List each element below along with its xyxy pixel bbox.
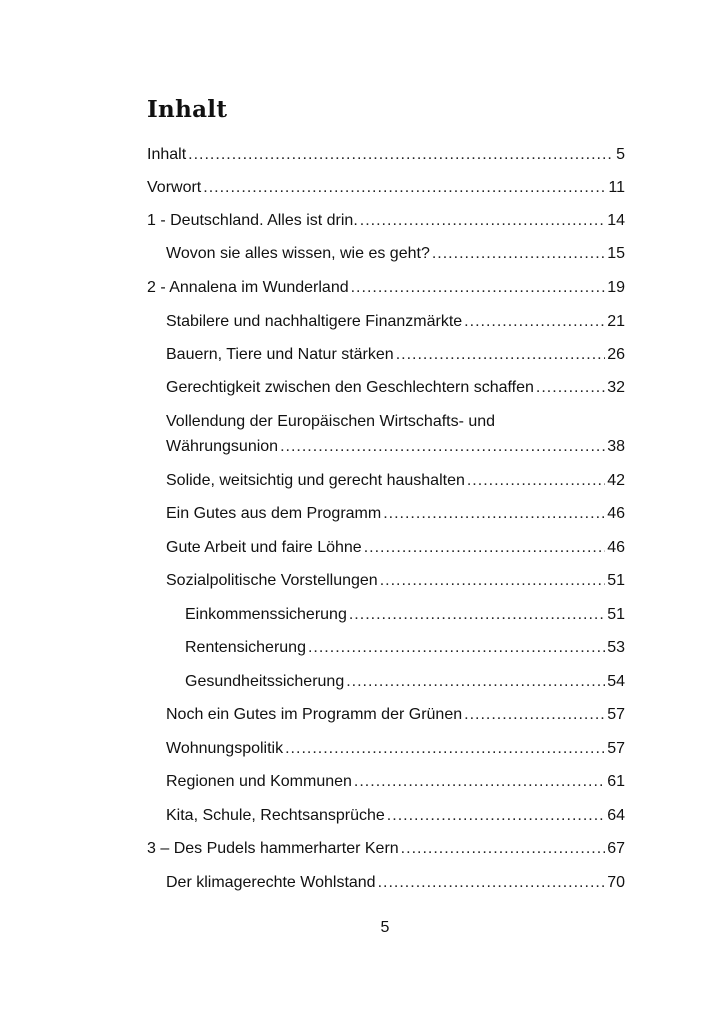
toc-leader-dots [467, 471, 605, 491]
toc-entry-page: 67 [607, 840, 625, 857]
toc-entry[interactable] [185, 672, 625, 692]
toc-entry-title: Stabilere und nachhaltigere Finanzmärkte [166, 313, 463, 330]
toc-entry-title: 2 - Annalena im Wunderland [147, 279, 349, 296]
toc-entry-page: 70 [607, 874, 625, 891]
toc-entry-page: 51 [607, 572, 625, 589]
toc-entry[interactable] [147, 145, 625, 165]
toc-entry-page: 53 [607, 639, 625, 656]
toc-leader-dots [188, 145, 614, 165]
page-heading: Inhalt [147, 96, 228, 123]
toc-entry-title: Wohnungspolitik [166, 740, 284, 757]
toc-entry[interactable] [166, 538, 625, 558]
toc-entry-title: Der klimagerechte Wohlstand [166, 874, 376, 891]
toc-leader-dots [396, 345, 606, 365]
toc-entry-title: Noch ein Gutes im Programm der Grünen [166, 706, 463, 723]
toc-entry-page: 32 [607, 379, 625, 396]
toc-leader-dots [387, 806, 605, 826]
toc-entry-page: 46 [607, 539, 625, 556]
toc-entry-title: 3 – Des Pudels hammerharter Kern [147, 840, 399, 857]
toc-entry[interactable] [147, 278, 625, 298]
toc-entry-page: 46 [607, 505, 625, 522]
toc-leader-dots [401, 839, 606, 859]
toc-entry-title: Sozialpolitische Vorstellungen [166, 572, 378, 589]
toc-leader-dots [364, 538, 606, 558]
toc-entry[interactable] [166, 571, 625, 591]
toc-entry-title: Vorwort [147, 179, 202, 196]
toc-entry-title: 1 - Deutschland. Alles ist drin. [147, 212, 358, 229]
toc-leader-dots [346, 672, 605, 692]
toc-entry-page: 26 [607, 346, 625, 363]
toc-entry[interactable] [166, 705, 625, 725]
toc-entry[interactable] [185, 605, 625, 625]
toc-entry-page: 57 [607, 740, 625, 757]
toc-entry-page: 54 [607, 673, 625, 690]
toc-entry-title-line1[interactable]: Vollendung der Europäischen Wirtschafts- und [166, 413, 496, 430]
toc-leader-dots [380, 571, 606, 591]
page-number: 5 [380, 919, 390, 936]
toc-entry[interactable] [166, 378, 625, 398]
toc-leader-dots [351, 278, 606, 298]
toc-leader-dots [360, 211, 605, 231]
toc-entry-page: 42 [607, 472, 625, 489]
toc-entry[interactable] [147, 178, 625, 198]
toc-entry-page: 51 [607, 606, 625, 623]
toc-entry[interactable] [185, 638, 625, 658]
toc-entry[interactable] [166, 504, 625, 524]
toc-leader-dots [285, 739, 605, 759]
toc-entry-title: Bauern, Tiere und Natur stärken [166, 346, 394, 363]
toc-entry[interactable] [166, 873, 625, 893]
toc-entry-page: 64 [607, 807, 625, 824]
toc-entry[interactable] [166, 312, 625, 332]
toc-leader-dots [354, 772, 605, 792]
toc-entry-page: 61 [607, 773, 625, 790]
toc-entry-title: Inhalt [147, 146, 187, 163]
toc-leader-dots [464, 312, 605, 332]
toc-entry-title: Gesundheitssicherung [185, 673, 345, 690]
toc-entry-title: Solide, weitsichtig und gerecht haushalten [166, 472, 465, 489]
toc-entry-page: 15 [607, 245, 625, 262]
toc-leader-dots [464, 705, 605, 725]
toc-leader-dots [280, 437, 605, 457]
toc-entry-page: 57 [607, 706, 625, 723]
toc-entry[interactable] [166, 471, 625, 491]
toc-leader-dots [308, 638, 605, 658]
toc-entry[interactable] [147, 839, 625, 859]
toc-leader-dots [378, 873, 606, 893]
toc-entry[interactable] [166, 739, 625, 759]
toc-leader-dots [432, 244, 605, 264]
toc-leader-dots [203, 178, 606, 198]
toc-entry-title: Einkommenssicherung [185, 606, 347, 623]
toc-entry[interactable] [166, 437, 625, 457]
toc-leader-dots [349, 605, 605, 625]
toc-entry-title: Kita, Schule, Rechtsansprüche [166, 807, 385, 824]
toc-entry-page: 38 [607, 438, 625, 455]
toc-entry-title: Gute Arbeit und faire Löhne [166, 539, 362, 556]
toc-entry[interactable] [166, 806, 625, 826]
toc-entry[interactable] [166, 772, 625, 792]
toc-entry-page: 14 [607, 212, 625, 229]
toc-entry[interactable] [166, 244, 625, 264]
toc-leader-dots [536, 378, 605, 398]
toc-leader-dots [383, 504, 605, 524]
toc-entry-page: 5 [616, 146, 625, 163]
toc-entry-page: 19 [607, 279, 625, 296]
toc-entry[interactable] [166, 345, 625, 365]
toc-entry-page: 11 [608, 179, 625, 196]
toc-entry-title: Währungsunion [166, 438, 279, 455]
toc-entry[interactable] [147, 211, 625, 231]
toc-entry-title: Rentensicherung [185, 639, 306, 656]
toc-entry-title: Gerechtigkeit zwischen den Geschlechtern schaffen [166, 379, 534, 396]
toc-entry-page: 21 [607, 313, 625, 330]
toc-entry-title: Regionen und Kommunen [166, 773, 352, 790]
toc-entry-title: Ein Gutes aus dem Programm [166, 505, 382, 522]
toc-entry-title: Wovon sie alles wissen, wie es geht? [166, 245, 430, 262]
